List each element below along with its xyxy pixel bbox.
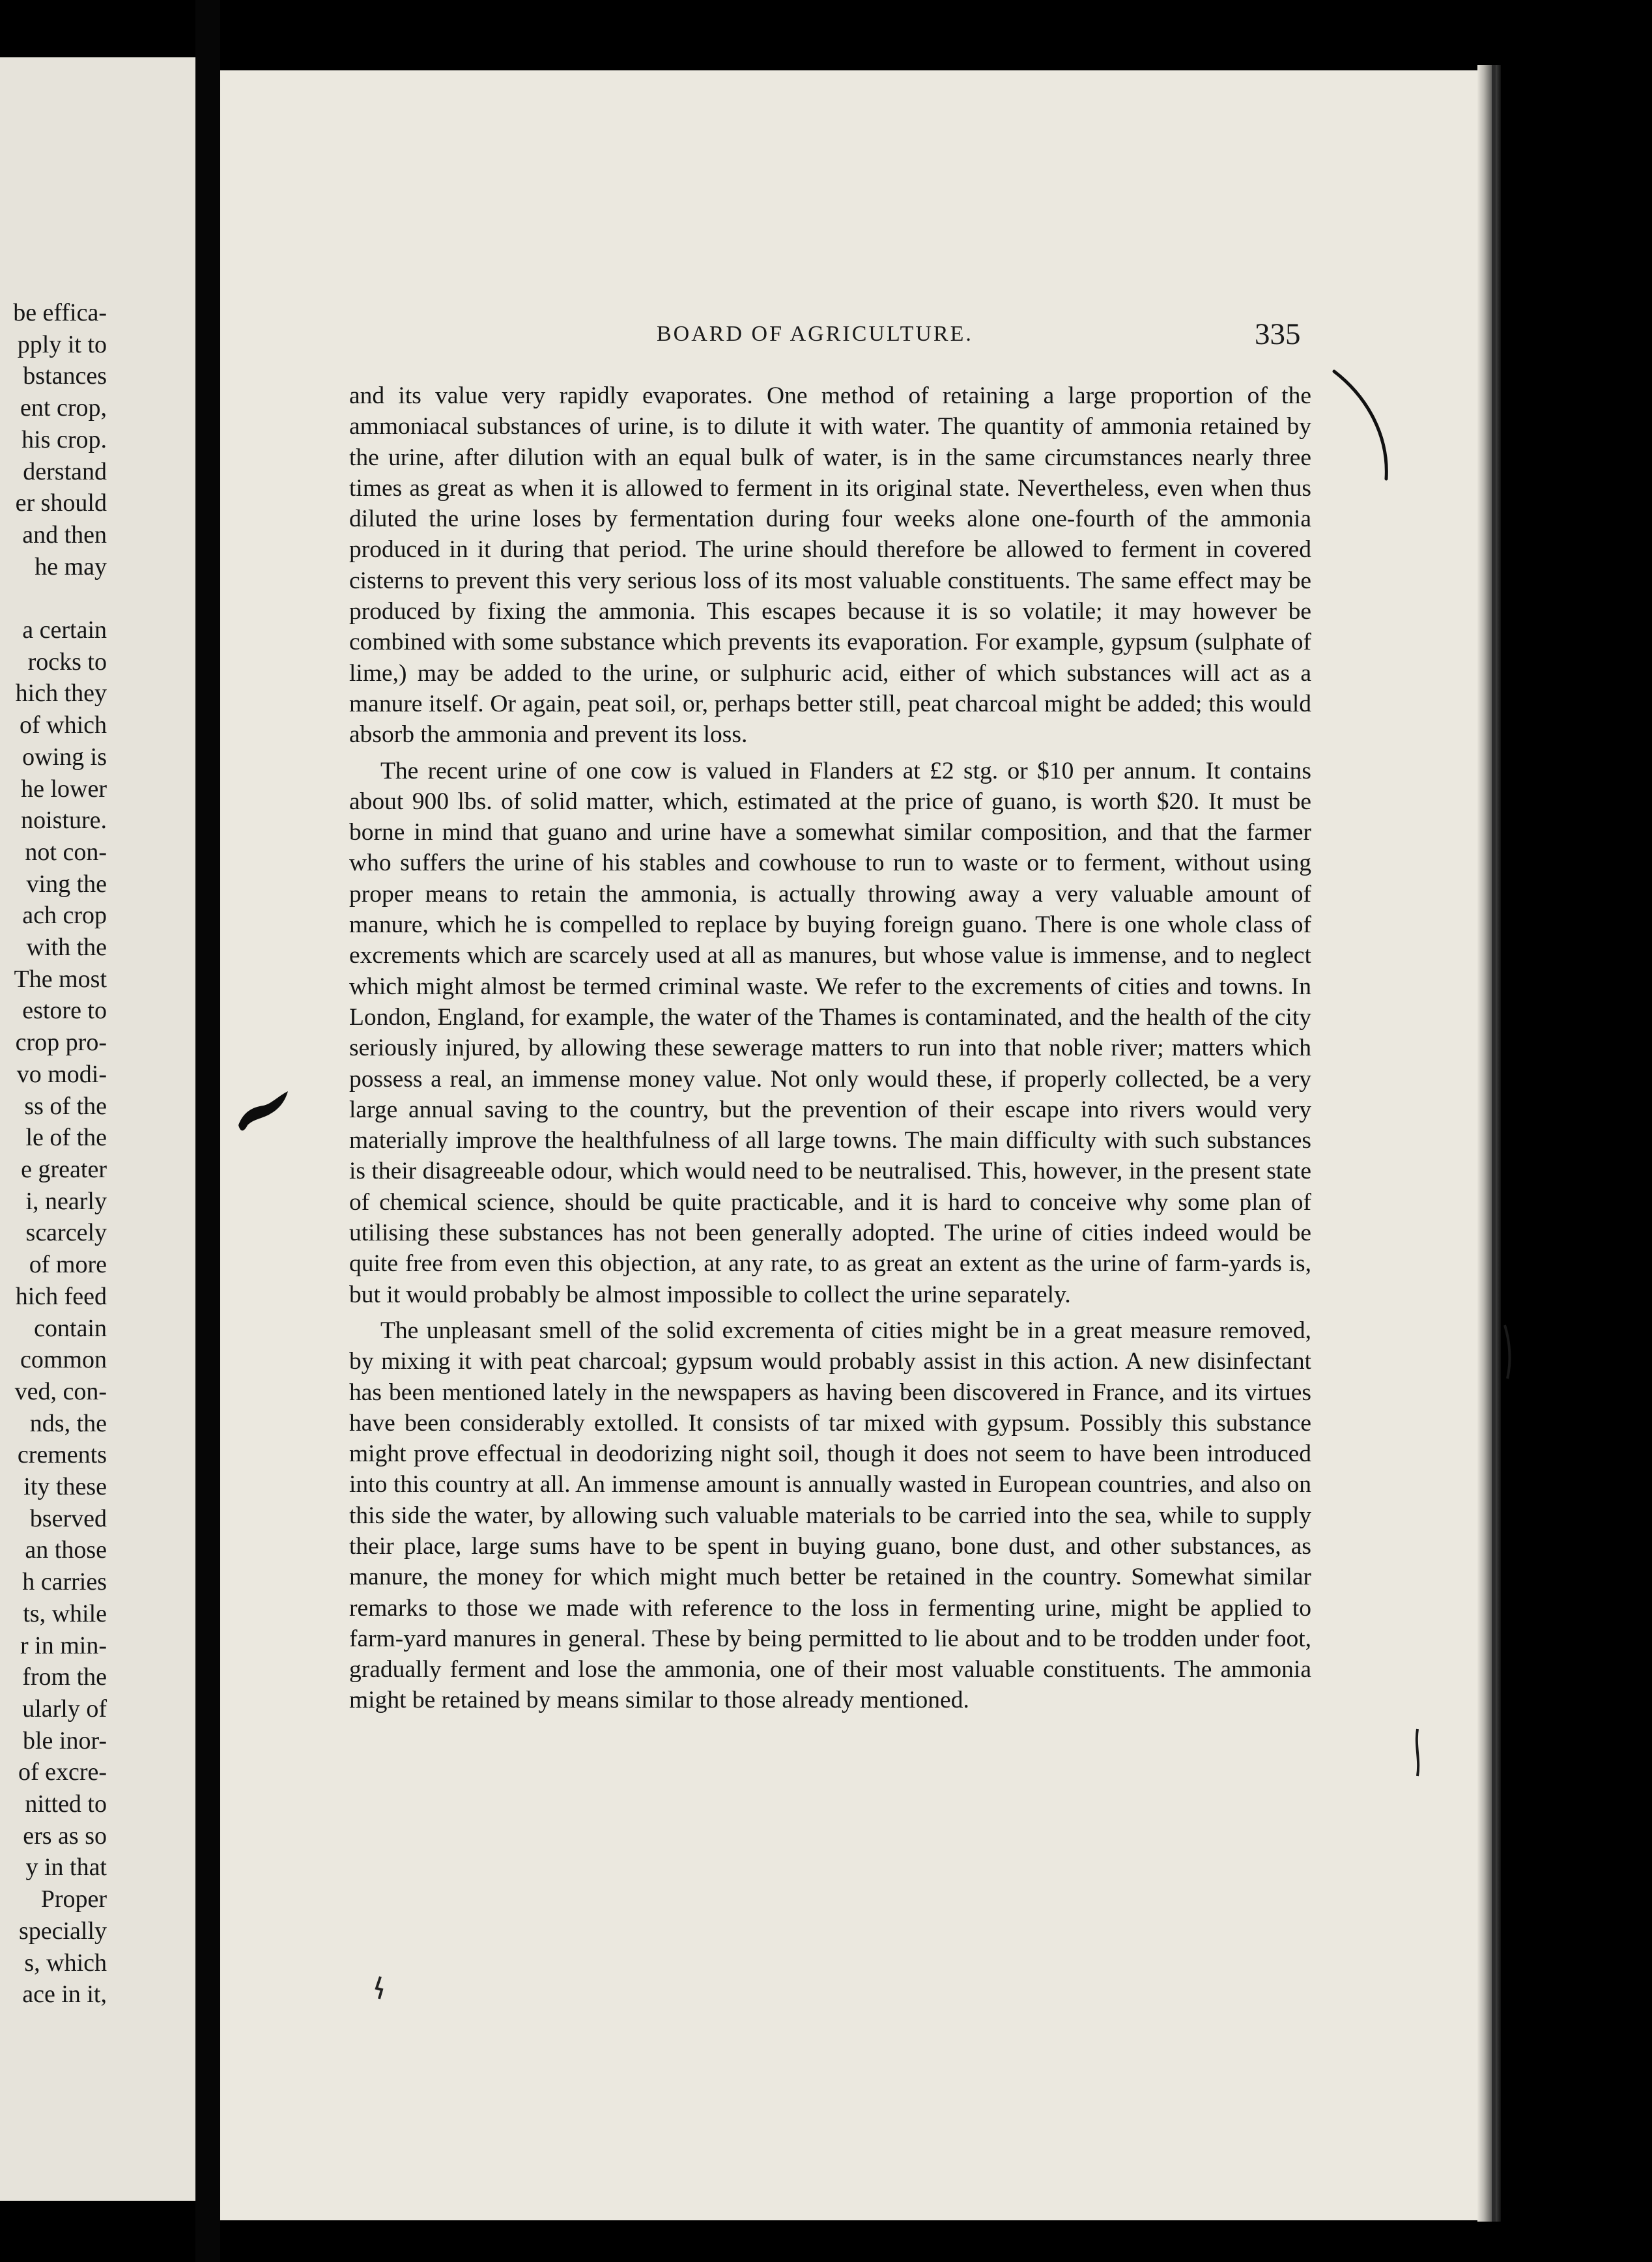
previous-page-line: ity these: [23, 1473, 107, 1501]
page-edge-shadow: [1477, 65, 1501, 2222]
previous-page-line: hich feed: [15, 1282, 107, 1310]
previous-page-line: not con-: [25, 838, 107, 866]
previous-page-line: r in min-: [20, 1631, 107, 1659]
paragraph-2: The recent urine of one cow is valued in Flanders at £2 stg. or $10 per annum. It contains about 900 lbs. of solid matter, which, estimated at the price of guano, is worth $20. It must be borne in mind that guano and urine have a somewhat similar composition, and that the farmer who suffers the urine of his stables and cowhouse to run to waste or to ferment, without using proper means to retain the ammonia, is actually throwing away a very valuable amount of manure, which he is compelled to replace by buying foreign guano. There is one whole class of excrements which are scarcely used at all as manures, but whose value is immense, and to neglect which might almost be termed criminal waste. We refer to the excrements of cities and towns. In London, England, for example, the water of the Thames is contaminated, and the health of the city seriously injured, by allowing these sewerage matters to run into that noble river; matters which possess a real, an immense money value. Not only would these, if properly collected, be a very large annual saving to the country, but the prevention of their escape into rivers would very materially improve the healthfulness of all large towns. The main difficulty with such substances is their disagreeable odour, which would need to be neutralised. This, however, in the present state of chemical science, should be quite practicable, and it is hard to conceive why some plan of utilising these substances has not been generally adopted. The urine of cities indeed would be quite free from even this objection, at any rate, to as great an extent as the urine of farm-yards is, but it would probably be almost impossible to collect the urine separately.: [349, 757, 1311, 1308]
body-text: [349, 380, 1311, 1716]
previous-page-line: s, which: [24, 1949, 107, 1977]
previous-page-line: of excre-: [18, 1758, 107, 1786]
previous-page-line: common: [20, 1346, 107, 1374]
previous-page-line: hich they: [15, 680, 107, 708]
previous-page-line: ble inor-: [22, 1726, 107, 1754]
previous-page-line: of which: [19, 711, 107, 739]
running-head-title: BOARD OF AGRICULTURE.: [657, 322, 973, 346]
margin-bracket-mark: [1329, 365, 1394, 482]
previous-page-line: ach crop: [22, 902, 107, 930]
previous-page-line: his crop.: [21, 425, 107, 453]
previous-page-line: from the: [22, 1663, 107, 1691]
previous-page-line: noisture.: [21, 807, 107, 835]
previous-page-line: bstances: [23, 362, 107, 390]
previous-page-line: estore to: [22, 997, 107, 1025]
previous-page-line: owing is: [22, 743, 107, 771]
previous-page-line: ving the: [26, 870, 107, 898]
previous-page-line: he lower: [21, 775, 107, 803]
previous-page-line: i, nearly: [25, 1187, 107, 1215]
previous-page-line: ved, con-: [14, 1377, 107, 1405]
previous-page-line: a certain: [22, 616, 107, 644]
previous-page-line: e greater: [21, 1155, 107, 1183]
previous-page-line: pply it to: [17, 330, 107, 358]
previous-page-line: rocks to: [27, 648, 107, 676]
ink-blot-mark: [235, 1085, 293, 1137]
edge-smudge: [1411, 1726, 1424, 1779]
previous-page-line: contain: [34, 1314, 107, 1342]
stray-mark: [371, 1974, 387, 2000]
previous-page-line: ers as so: [23, 1822, 107, 1850]
book-gutter: [195, 0, 220, 2262]
previous-page-line: [13, 582, 107, 614]
previous-page-line: nitted to: [25, 1790, 107, 1818]
running-head: [220, 317, 1490, 356]
previous-page-line: bserved: [29, 1504, 107, 1532]
previous-page-line: ent crop,: [20, 394, 107, 422]
previous-page-line: be effica-: [13, 299, 107, 326]
previous-page-line: ts, while: [23, 1599, 107, 1627]
previous-page-line: y in that: [25, 1854, 107, 1882]
page-edge-line: [1492, 65, 1496, 2222]
paragraph-3: The unpleasant smell of the solid excrementa of cities might be in a great measure removed, by mixing it with peat charcoal; gypsum would probably assist in this action. A new disinfectant has been mentioned lately in the newspapers as having been discovered in France, and its virtues have been considerably extolled. It consists of tar mixed with gypsum. Possibly this substance might prove effectual in deodorizing night soil, though it does not seem to have been introduced into this country at all. An immense amount is annually wasted in European countries, and also on this side the water, by allowing such valuable materials to be carried into the sea, while to supply their place, large sums have to be spent in buying guano, bone dust, and other substances, as manure, the money for which might much better be retained in the country. Somewhat similar remarks to those we made with reference to the loss in fermenting urine, might be applied to farm-yard manures in general. These by being permitted to lie about and to be trodden under foot, gradually ferment and lose the ammonia, one of their most valuable constituents. The ammonia might be retained by means similar to those already mentioned.: [349, 1317, 1311, 1714]
previous-page-line: and then: [22, 521, 107, 549]
previous-page-line: specially: [18, 1917, 107, 1945]
previous-page-line: ace in it,: [22, 1981, 107, 2009]
previous-page-line: derstand: [23, 457, 107, 485]
previous-page-line: with the: [26, 934, 107, 962]
previous-page-line: he may: [35, 552, 107, 580]
page-number: 335: [1255, 317, 1301, 351]
previous-page-line: h carries: [22, 1568, 107, 1596]
edge-smudge: [1502, 1323, 1514, 1381]
paragraph-1: and its value very rapidly evaporates. One method of retaining a large proportion of the ammoniacal substances of urine, is to dilute it with water. The quantity of ammonia retained by the urine, after dilution with an equal bulk of water, is in the same circumstances nearly three times as great as when it is allowed to ferment in its original state. Nevertheless, even when thus diluted the urine loses by fermentation during four weeks alone one-fourth of the ammonia produced in it during that period. The urine should therefore be allowed to ferment in covered cisterns to prevent this very serious loss of its most valuable constituents. The same effect may be produced by fixing the ammonia. This escapes because it is so volatile; it may however be combined with some substance which prevents its evaporation. For example, gypsum (sulphate of lime,) may be added to the urine, or sulphuric acid, either of which substances will act as a manure itself. Or again, peat soil, or, perhaps better still, peat charcoal might be added; this would absorb the ammonia and prevent its loss.: [349, 382, 1311, 749]
previous-page-line: le of the: [25, 1124, 107, 1152]
previous-page-line: ularly of: [22, 1695, 107, 1723]
previous-page-line: ss of the: [24, 1092, 107, 1120]
previous-page-line: of more: [29, 1251, 107, 1279]
previous-page-line: crements: [17, 1441, 107, 1469]
previous-page-line: er should: [15, 489, 107, 517]
previous-page-line: nds, the: [29, 1409, 107, 1437]
previous-page-line: Proper: [40, 1885, 107, 1913]
previous-page-line: The most: [14, 965, 107, 993]
previous-page-text: [13, 297, 107, 2011]
previous-page-line: vo modi-: [16, 1060, 107, 1088]
previous-page-fragment: [0, 57, 195, 2201]
previous-page-line: scarcely: [25, 1219, 107, 1247]
page-335: [220, 70, 1490, 2220]
previous-page-line: crop pro-: [15, 1029, 107, 1057]
previous-page-line: an those: [25, 1536, 107, 1564]
